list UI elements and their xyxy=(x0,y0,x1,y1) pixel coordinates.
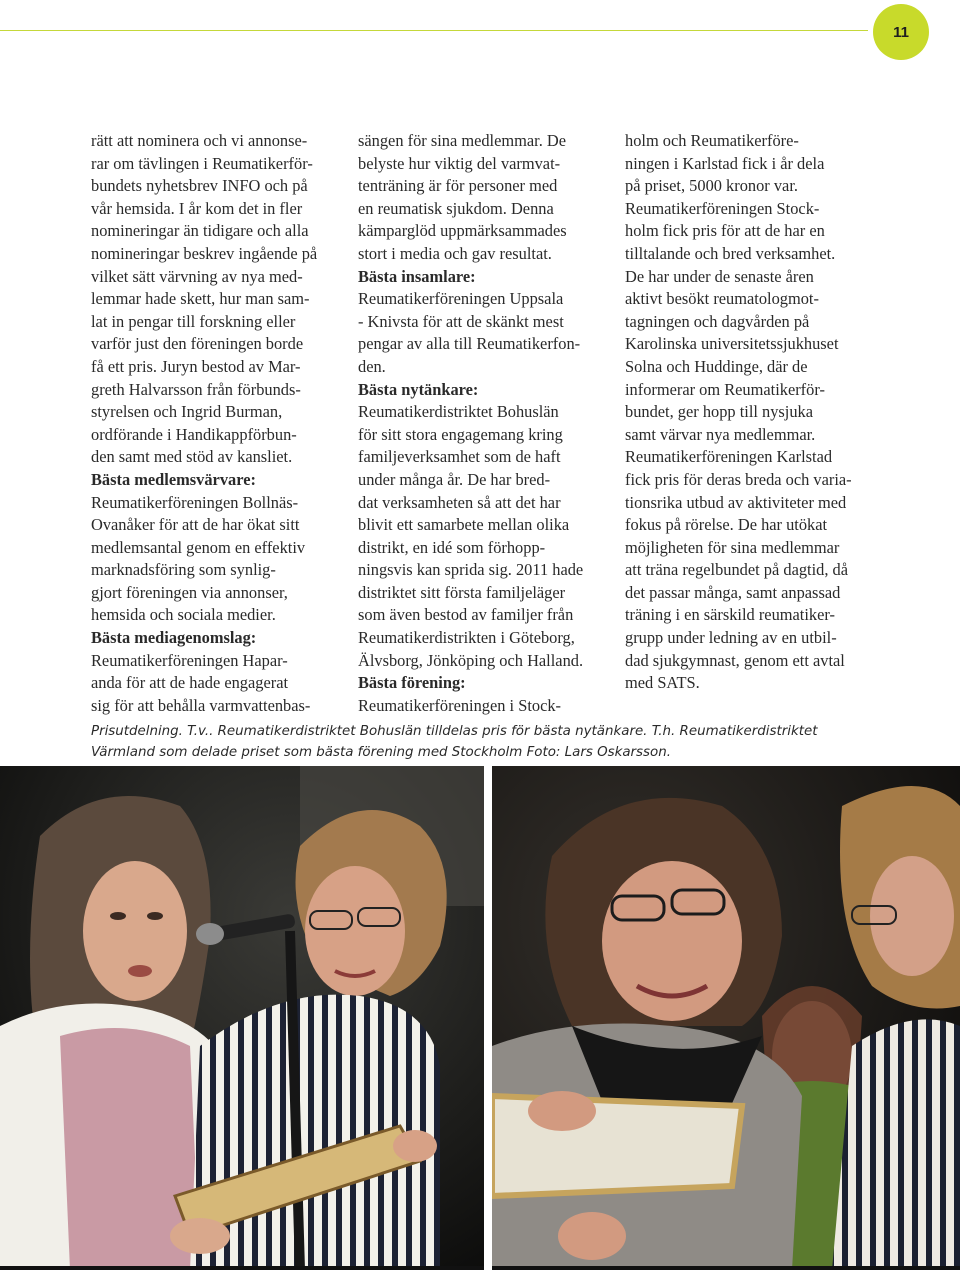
body-text-line: distriktet sitt första familjeläger xyxy=(358,582,566,602)
photo-left-illustration xyxy=(0,766,484,1270)
body-text-line: medlemsantal genom en effektiv xyxy=(91,537,306,557)
body-text-line: ordförande i Handikappförbun- xyxy=(91,424,297,444)
body-text-line: få ett pris. Juryn bestod av Mar- xyxy=(91,356,301,376)
body-text-line: ningsvis kan sprida sig. 2011 hade xyxy=(358,560,584,580)
text-column-2 xyxy=(358,130,608,717)
photo-award-right xyxy=(492,766,960,1270)
section-heading: Bästa insamlare: xyxy=(358,266,476,286)
body-text-line: fick pris för deras breda och varia- xyxy=(625,469,852,489)
body-text-line: stort i media och gav resultat. xyxy=(358,243,552,263)
body-text-line: Solna och Huddinge, där de xyxy=(625,356,808,376)
body-text-line: greth Halvarsson från förbunds- xyxy=(91,379,301,399)
body-text-line: den. xyxy=(358,356,386,376)
body-text-line: hemsida och sociala medier. xyxy=(91,605,276,625)
photo-right-illustration xyxy=(492,766,960,1270)
section-heading: Bästa mediagenomslag: xyxy=(91,628,257,648)
body-text-line: träning i en särskild reumatiker- xyxy=(625,605,835,625)
body-text-line: att träna regelbundet på dagtid, då xyxy=(625,560,849,580)
body-text-line: grupp under ledning av en utbil- xyxy=(625,628,837,648)
body-text-line: De har under de senaste åren xyxy=(625,266,814,286)
body-text-line: rar om tävlingen i Reumatikerför- xyxy=(91,153,313,173)
body-text-line: holm fick pris för att de har en xyxy=(625,221,825,241)
body-text-line: aktivt besökt reumatologmot- xyxy=(625,289,819,309)
body-text-line: styrelsen och Ingrid Burman, xyxy=(91,402,283,422)
body-text-line: det passar många, samt anpassad xyxy=(625,582,841,602)
body-text-line: Reumatikerföreningen Uppsala xyxy=(358,289,564,309)
body-text-line: tionsrika utbud av aktiviteter med xyxy=(625,492,847,512)
body-text-line: Reumatikerföreningen Stock- xyxy=(625,198,820,218)
body-text-line: den samt med stöd av kansliet. xyxy=(91,447,293,467)
body-text-line: belyste hur viktig del varmvat- xyxy=(358,153,561,173)
photo-award-left xyxy=(0,766,484,1270)
section-heading: Bästa nytänkare: xyxy=(358,379,479,399)
body-text-line: kämparglöd uppmärksammades xyxy=(358,221,567,241)
body-text-line: fokus på rörelse. De har utökat xyxy=(625,515,828,535)
text-column-1 xyxy=(91,130,353,717)
body-text-line: Ovanåker för att de har ökat sitt xyxy=(91,515,300,535)
body-text-line: vår hemsida. I år kom det in fler xyxy=(91,198,303,218)
body-text-line: Reumatikerföreningen Karlstad xyxy=(625,447,833,467)
body-text-line: lemmar hade skett, hur man sam- xyxy=(91,289,310,309)
section-heading: Bästa medlemsvärvare: xyxy=(91,469,256,489)
body-text-line: Reumatikerdistriktet Bohuslän xyxy=(358,402,559,422)
photo-caption xyxy=(91,721,891,763)
top-rule xyxy=(0,30,868,31)
body-text-line: lat in pengar till forskning eller xyxy=(91,311,296,331)
body-text-line: bundets nyhetsbrev INFO och på xyxy=(91,176,308,196)
body-text-line: samt värvar nya medlemmar. xyxy=(625,424,816,444)
section-heading: Bästa förening: xyxy=(358,673,466,693)
body-text-line: under många år. De har bred- xyxy=(358,469,551,489)
body-text-line: anda för att de hade engagerat xyxy=(91,673,289,693)
body-text-line: Karolinska universitetssjukhuset xyxy=(625,334,839,354)
body-text-line: en reumatisk sjukdom. Denna xyxy=(358,198,554,218)
body-text-line: varför just den föreningen borde xyxy=(91,334,304,354)
text-column-3 xyxy=(625,130,875,695)
body-text-line: rätt att nominera och vi annonse- xyxy=(91,131,308,150)
page-number: 11 xyxy=(893,23,909,41)
body-text-line: för sitt stora engagemang kring xyxy=(358,424,563,444)
body-text-line: dad sjukgymnast, genom ett avtal xyxy=(625,650,845,670)
body-text-line: med SATS. xyxy=(625,673,700,693)
body-text-line: Reumatikerdistrikten i Göteborg, xyxy=(358,628,575,648)
page-number-badge xyxy=(873,4,929,60)
body-text-line: vilket sätt värvning av nya med- xyxy=(91,266,303,286)
body-text-line: bundet, ger hopp till nysjuka xyxy=(625,402,814,422)
body-text-line: tilltalande och bred verksamhet. xyxy=(625,243,836,263)
body-text-line: Älvsborg, Jönköping och Halland. xyxy=(358,650,584,670)
body-text-line: Reumatikerföreningen Bollnäs- xyxy=(91,492,299,512)
body-text-line: Reumatikerföreningen Hapar- xyxy=(91,650,288,670)
body-text-line: sig för att behålla varmvattenbas- xyxy=(91,695,311,715)
body-text-line: Reumatikerföreningen i Stock- xyxy=(358,695,562,715)
body-text-line: tagningen och dagvården på xyxy=(625,311,810,331)
body-text-line: holm och Reumatikerföre- xyxy=(625,131,799,150)
body-text-line: distrikt, en idé som förhopp- xyxy=(358,537,546,557)
caption-line: Värmland som delade priset som bästa förening med Stockholm Foto: Lars Oskarsson. xyxy=(91,745,671,760)
body-text-line: marknadsföring som synlig- xyxy=(91,560,276,580)
body-text-line: sängen för sina medlemmar. De xyxy=(358,131,567,150)
body-text-line: blivit ett samarbete mellan olika xyxy=(358,515,570,535)
body-text-line: familjeverksamhet som de haft xyxy=(358,447,561,467)
caption-line: Prisutdelning. T.v.. Reumatikerdistriktet Bohuslän tilldelas pris för bästa nytänkare. T.h. Reumatikerdistriktet xyxy=(91,724,818,739)
body-text-line: möjligheten för sina medlemmar xyxy=(625,537,840,557)
body-text-line: på priset, 5000 kronor var. xyxy=(625,176,798,196)
body-text-line: ningen i Karlstad fick i år dela xyxy=(625,153,825,173)
body-text-line: nomineringar beskrev ingående på xyxy=(91,243,318,263)
body-text-line: - Knivsta för att de skänkt mest xyxy=(358,311,564,331)
body-text-line: pengar av alla till Reumatikerfon- xyxy=(358,334,581,354)
body-text-line: dat verksamheten så att det har xyxy=(358,492,561,512)
body-text-line: tenträning är för personer med xyxy=(358,176,558,196)
body-text-line: som även bestod av familjer från xyxy=(358,605,574,625)
body-text-line: nomineringar än tidigare och alla xyxy=(91,221,309,241)
body-text-line: gjort föreningen via annonser, xyxy=(91,582,288,602)
body-text-line: informerar om Reumatikerför- xyxy=(625,379,825,399)
